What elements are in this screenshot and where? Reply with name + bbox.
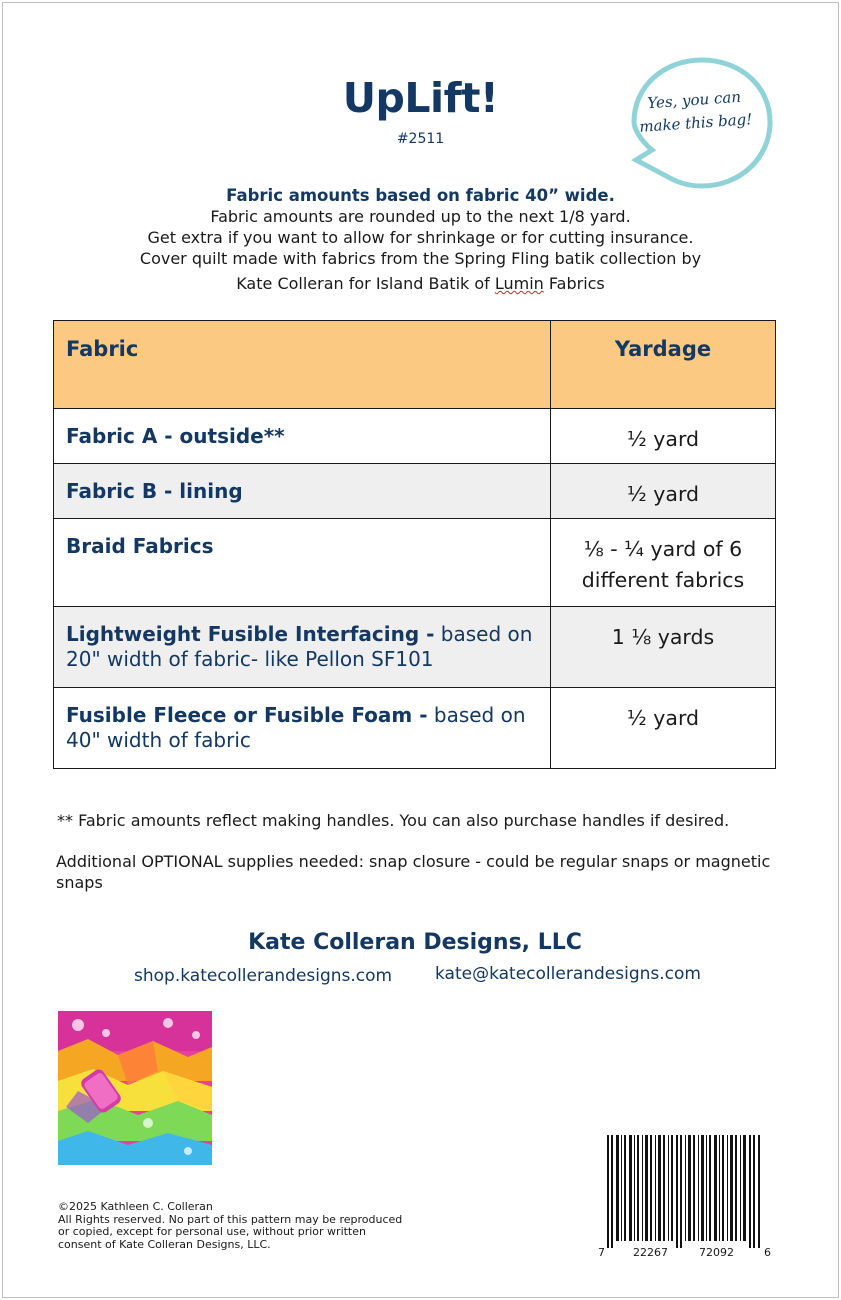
fabric-name-text: Fusible Fleece or Fusible Foam - [66, 703, 428, 727]
designer-note-c: Fabrics [543, 274, 605, 293]
table-row [54, 688, 776, 769]
fabric-name-text: Fabric A - outside** [66, 424, 285, 448]
fabric-note: based on 40" width of fabric [66, 703, 526, 752]
bubble-line-2: make this bag! [638, 110, 753, 136]
copyright-line: All Rights reserved. No part of this pattern may be reproduced [58, 1212, 403, 1226]
company-name: Kate Colleran Designs, LLC [248, 930, 582, 955]
pattern-title: UpLift! [342, 74, 499, 122]
designer-note [0, 273, 841, 294]
fabric-width-note: Fabric amounts based on fabric 40” wide. [226, 186, 615, 205]
barcode-digit-start: 7 [598, 1246, 605, 1259]
fabric-name [54, 607, 551, 688]
fabric-amount: ½ yard [551, 464, 776, 519]
shop-link[interactable]: shop.katecollerandesigns.com [134, 966, 393, 986]
copyright-line: ©2025 Kathleen C. Colleran [58, 1200, 213, 1213]
shrinkage-note: Get extra if you want to allow for shrinkage or for cutting insurance. [147, 228, 694, 247]
barcode-digits [596, 1246, 776, 1262]
bubble-text [635, 85, 756, 139]
table-row [54, 464, 776, 519]
intro-text [0, 185, 841, 294]
fabric-name-text: Lightweight Fusible Interfacing - [66, 622, 435, 646]
fabric-amount: ⅛ - ¼ yard of 6 different fabrics [551, 519, 776, 607]
fabric-amount: ½ yard [551, 688, 776, 769]
barcode-digit-right: 72092 [699, 1246, 734, 1259]
rounding-note: Fabric amounts are rounded up to the next 1/8 yard. [210, 207, 631, 226]
optional-supplies: Additional OPTIONAL supplies needed: snap closure - could be regular snaps or magnetic snaps [56, 852, 771, 892]
yardage-table [53, 320, 776, 769]
collection-note: Cover quilt made with fabrics from the Spring Fling batik collection by [139, 249, 702, 268]
designer-note-lumin: Lumin [494, 274, 544, 293]
header-yardage: Yardage [551, 321, 776, 409]
barcode-icon [607, 1135, 761, 1248]
fabric-name [54, 409, 551, 464]
pattern-number: #2511 [396, 131, 445, 147]
copyright-notice [58, 1201, 438, 1251]
fabric-name-text: Fabric B - lining [66, 479, 243, 503]
table-row [54, 519, 776, 607]
header-fabric: Fabric [54, 321, 551, 409]
table-header-row [54, 321, 776, 409]
barcode-digit-left: 22267 [633, 1246, 668, 1259]
table-row [54, 409, 776, 464]
copyright-line: or copied, except for personal use, without prior written [58, 1225, 366, 1238]
copyright-line: consent of Kate Colleran Designs, LLC. [58, 1237, 271, 1251]
fabric-amount: 1 ⅛ yards [551, 607, 776, 688]
table-row [54, 607, 776, 688]
fabric-note: based on 20" width of fabric- like Pellon SF101 [66, 622, 533, 671]
handles-footnote: ** Fabric amounts reflect making handles. You can also purchase handles if desired. [57, 811, 730, 830]
email-link[interactable]: kate@katecollerandesigns.com [435, 964, 701, 984]
bubble-line-1: Yes, you can [646, 87, 742, 113]
fabric-name-text: Braid Fabrics [66, 534, 214, 558]
barcode-digit-end: 6 [764, 1246, 771, 1259]
designer-note-a: Kate Colleran for Island Batik of [236, 274, 495, 293]
fabric-amount: ½ yard [551, 409, 776, 464]
fabric-name [54, 519, 551, 607]
fabric-name [54, 688, 551, 769]
fabric-name [54, 464, 551, 519]
quilt-photo [58, 1011, 212, 1165]
